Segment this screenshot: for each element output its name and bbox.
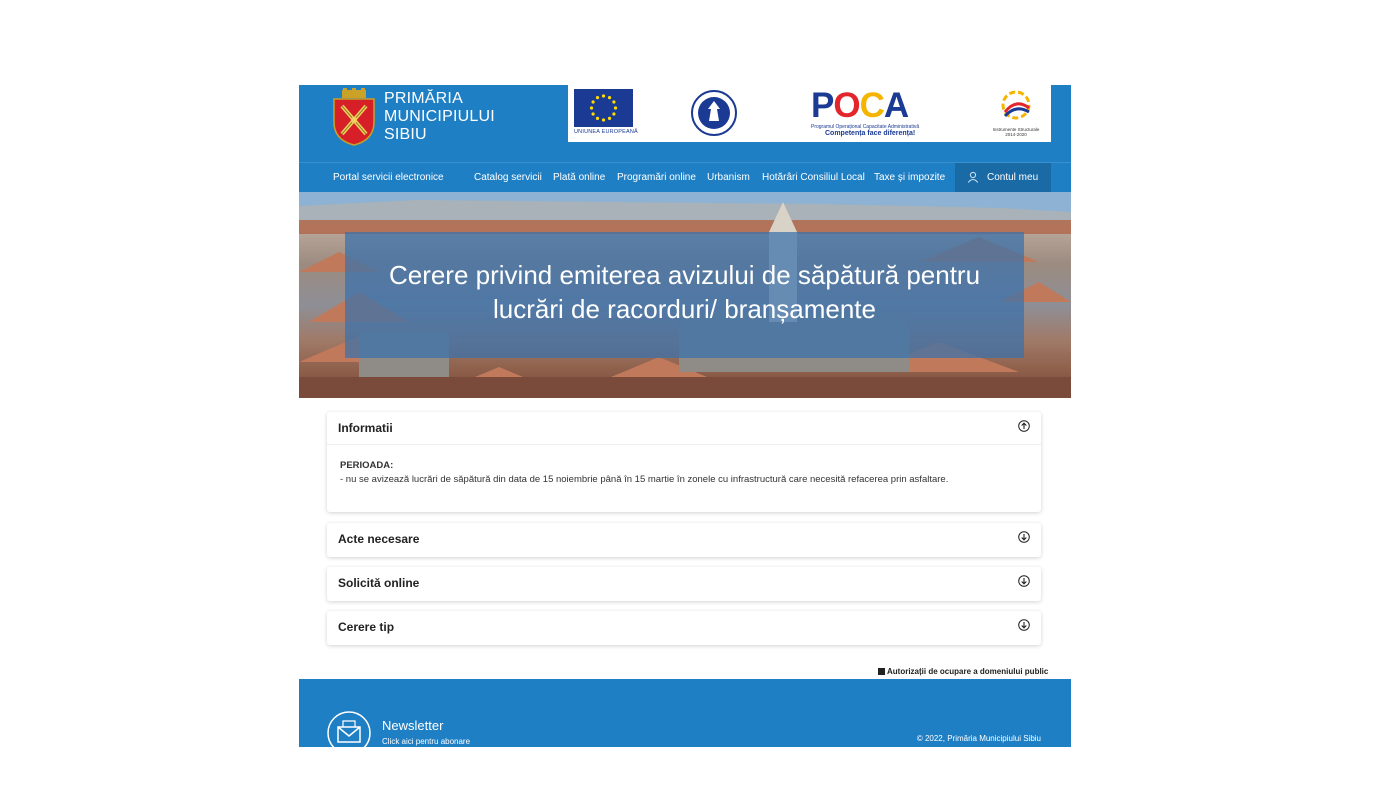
site-footer (299, 679, 1071, 747)
main-nav (299, 162, 1071, 193)
perioada-heading: PERIOADA: (340, 460, 394, 471)
poca-tagline: Competența face diferența! (825, 130, 916, 137)
accordion-solicita-online[interactable] (327, 567, 1041, 601)
accordion-body-informatii (327, 444, 1041, 487)
newsletter-subscribe-link[interactable]: Click aici pentru abonare (382, 737, 471, 746)
is-caption-1: Instrumente Structurale (992, 127, 1040, 132)
arrow-down-circle-icon[interactable] (1018, 531, 1030, 543)
page (299, 85, 1071, 747)
accordion-header-acte[interactable] (327, 523, 1041, 555)
external-link-icon (878, 668, 885, 675)
poca-logo (811, 86, 921, 137)
brand-line-3: SIBIU (384, 126, 427, 143)
nav-item-catalog[interactable]: Catalog servicii (474, 172, 542, 183)
page-title-line-2: lucrări de racorduri/ branșamente (493, 294, 876, 324)
site-header (299, 85, 1071, 162)
eu-logo (574, 89, 638, 137)
instrumente-structurale-logo (988, 88, 1044, 140)
accordion-title: Acte necesare (338, 532, 420, 546)
partner-logos-banner (568, 85, 1051, 142)
related-service-link[interactable] (878, 667, 1048, 676)
page-title (345, 258, 1024, 326)
poca-wordmark: POCA (811, 86, 909, 125)
arrow-up-circle-icon[interactable] (1018, 420, 1030, 432)
accordion-title: Informatii (338, 421, 393, 435)
hero-banner (299, 192, 1071, 398)
hero-title-box (345, 232, 1024, 358)
eu-stars-icon (574, 89, 633, 127)
accordion-header-informatii[interactable] (327, 412, 1041, 444)
accordion-acte-necesare[interactable] (327, 523, 1041, 557)
accordion-header-cerere[interactable] (327, 611, 1041, 643)
perioada-text: - nu se avizează lucrări de săpătură din data de 15 noiembrie până în 15 martie în zonele cu infrastructură care necesită refacerea prin asfaltare. (340, 474, 949, 485)
accordion-title: Cerere tip (338, 620, 395, 634)
nav-item-programari[interactable]: Programări online (617, 172, 696, 183)
related-link-label: Autorizații de ocupare a domeniului public (887, 667, 1049, 676)
page-title-line-1: Cerere privind emiterea avizului de săpătură pentru (388, 260, 981, 290)
accordion-header-solicita[interactable] (327, 567, 1041, 599)
copyright-text: © 2022, Primăria Municipiului Sibiu (916, 734, 1041, 743)
nav-item-plata[interactable]: Plată online (553, 172, 606, 183)
nav-portal-link[interactable]: Portal servicii electronice (333, 172, 444, 183)
arrow-down-circle-icon[interactable] (1018, 575, 1030, 587)
brand-line-2: MUNICIPIULUI (384, 108, 495, 125)
account-button[interactable] (955, 163, 1051, 193)
nav-item-taxe[interactable]: Taxe și impozite (874, 172, 946, 183)
accordion-cerere-tip[interactable] (327, 611, 1041, 645)
user-icon (967, 171, 979, 183)
accordion-title: Solicită online (338, 576, 420, 590)
brand-line-1: PRIMĂRIA (384, 90, 463, 107)
eu-caption: UNIUNEA EUROPEANĂ (574, 129, 638, 135)
envelope-icon[interactable] (327, 711, 371, 747)
is-emblem-icon (999, 88, 1033, 122)
site-brand[interactable] (384, 90, 495, 144)
accordion-informatii (327, 412, 1041, 512)
sibiu-coat-of-arms-logo[interactable] (332, 88, 376, 146)
account-label: Contul meu (987, 172, 1039, 183)
newsletter-title[interactable]: Newsletter (382, 718, 444, 733)
guvernul-romaniei-logo (691, 89, 737, 137)
is-caption-2: 2014-2020 (1005, 132, 1027, 137)
poca-subtitle: Programul Operațional Capacitate Administrativă (811, 124, 920, 130)
nav-item-urbanism[interactable]: Urbanism (707, 172, 750, 183)
arrow-down-circle-icon[interactable] (1018, 619, 1030, 631)
nav-item-hotarari[interactable]: Hotărâri Consiliul Local (762, 172, 865, 183)
